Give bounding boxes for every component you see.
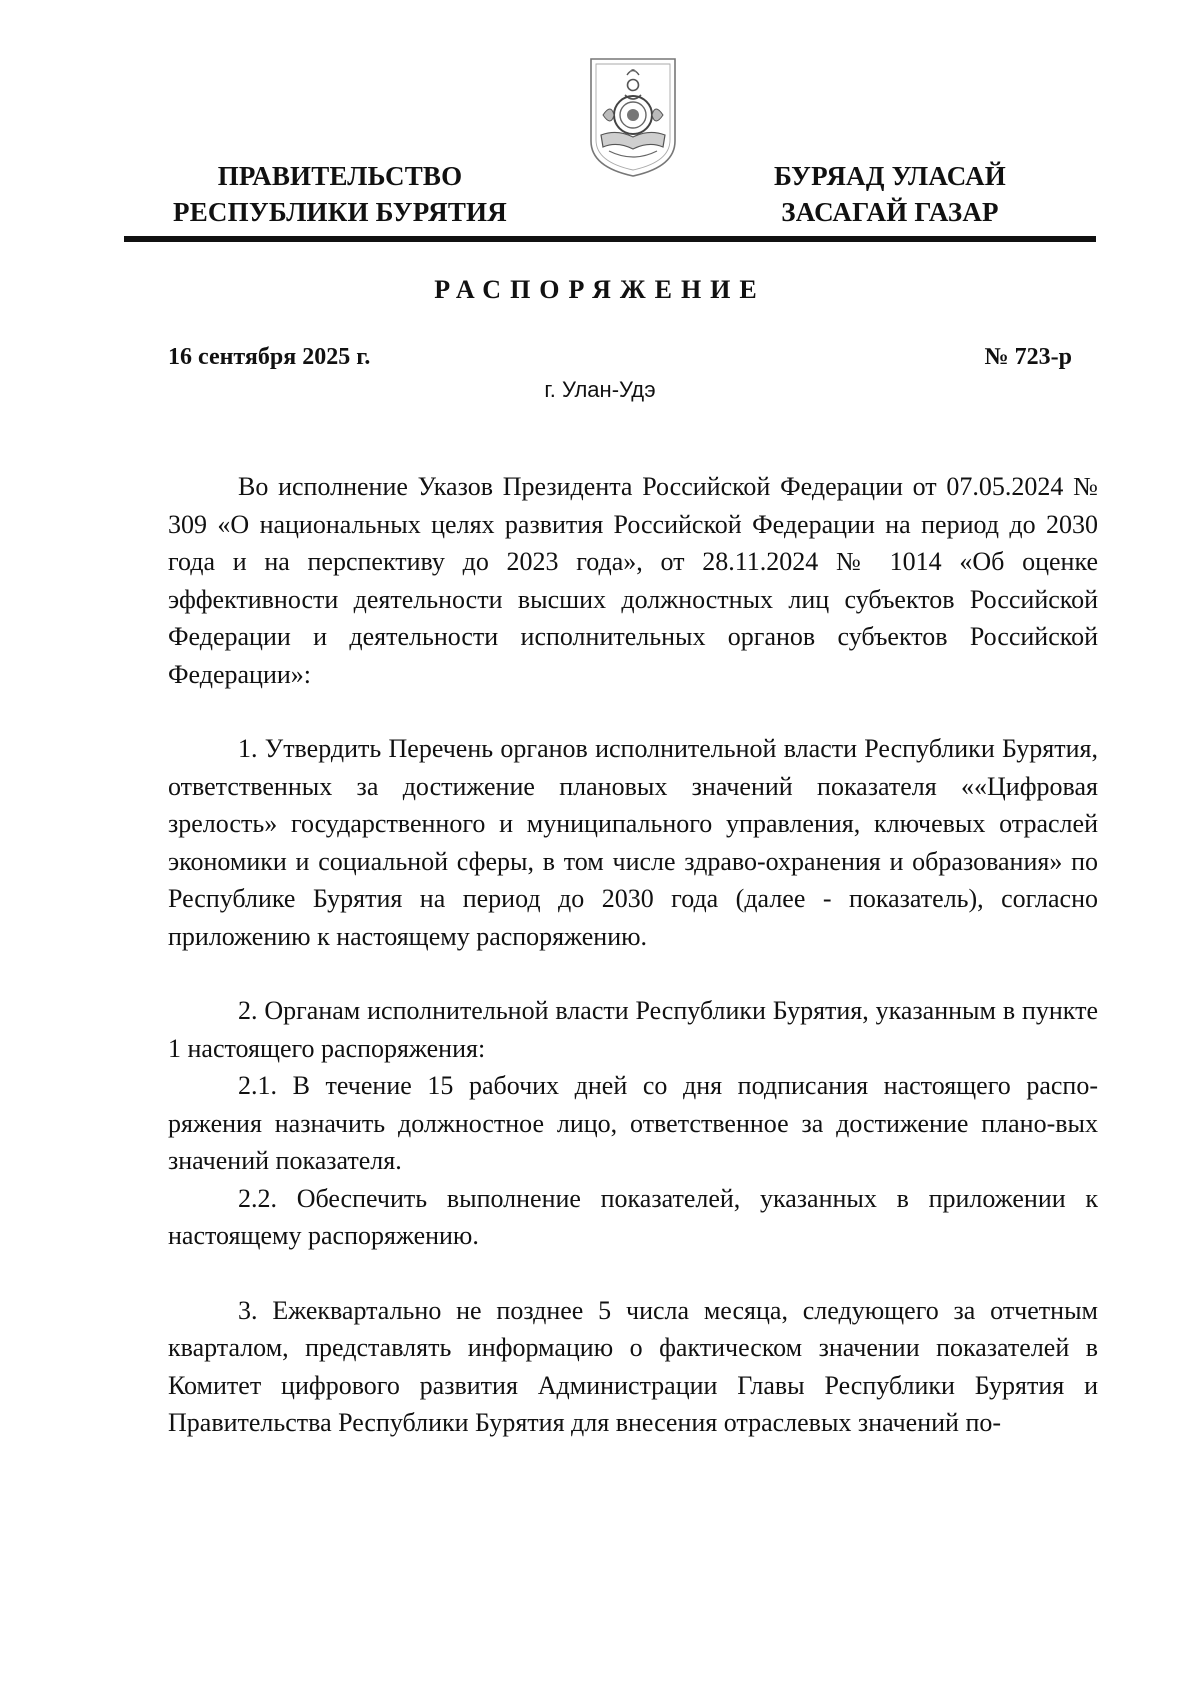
issuer-name-line: РЕСПУБЛИКИ БУРЯТИЯ bbox=[173, 197, 507, 227]
issuer-name-line: ЗАСАГАЙ ГАЗАР bbox=[781, 197, 999, 227]
clause-3: 3. Ежеквартально не позднее 5 числа месяца, следующего за отчетным кварталом, представлять информацию о фактическом значении показателей в Комитет цифрового развития Администрации Главы Республики Бурятия и Правительства Республики Бурятия для внесения отраслевых значений по- bbox=[168, 1295, 1098, 1437]
clause-2-2: 2.2. Обеспечить выполнение показателей, указанных в приложении к настоящему распоряжению. bbox=[168, 1183, 1098, 1250]
clause-2: 2. Органам исполнительной власти Республики Бурятия, указанным в пункте 1 настоящего распоряжения: bbox=[168, 996, 1098, 1063]
preamble-paragraph: Во исполнение Указов Президента Российской Федерации от 07.05.2024 № 309 «О национальных целях развития Российской Федерации на период до 2030 года и на перспективу до 2023 года», от 28.11.2024 № 1014 «Об оценке эффективности деятельности высших должностных лиц субъектов Российской Федерации и деятельности исполнительных органов субъектов Российской Федерации»: bbox=[168, 472, 1098, 689]
issuer-name-line: БУРЯАД УЛАСАЙ bbox=[774, 161, 1006, 191]
document-city: г. Улан-Удэ bbox=[544, 377, 656, 402]
document-date: 16 сентября 2025 г. bbox=[168, 344, 371, 370]
issuer-name-buryat bbox=[740, 158, 1040, 230]
issuer-name-russian bbox=[150, 158, 530, 230]
clause-1: 1. Утвердить Перечень органов исполнительной власти Республики Бурятия, ответственных за достижение плановых значений показателя ««Цифровая зрелость» государственного и муниципального управления, ключевых отраслей экономики и социальной сферы, в том числе здраво-охранения и образования» по Республике Бурятия на период до 2030 года (далее - показатель), согласно приложению к настоящему распоряжению. bbox=[168, 734, 1098, 951]
header-divider bbox=[124, 236, 1096, 242]
coat-of-arms-icon bbox=[587, 55, 679, 179]
document-body bbox=[168, 468, 1098, 1442]
document-type-title: РАСПОРЯЖЕНИЕ bbox=[434, 275, 766, 304]
issuer-name-line: ПРАВИТЕЛЬСТВО bbox=[217, 161, 463, 191]
document-number: № 723-р bbox=[984, 344, 1072, 370]
clause-2-1: 2.1. В течение 15 рабочих дней со дня подписания настоящего распо-ряжения назначить должностное лицо, ответственное за достижение плано-вых значений показателя. bbox=[168, 1071, 1098, 1175]
